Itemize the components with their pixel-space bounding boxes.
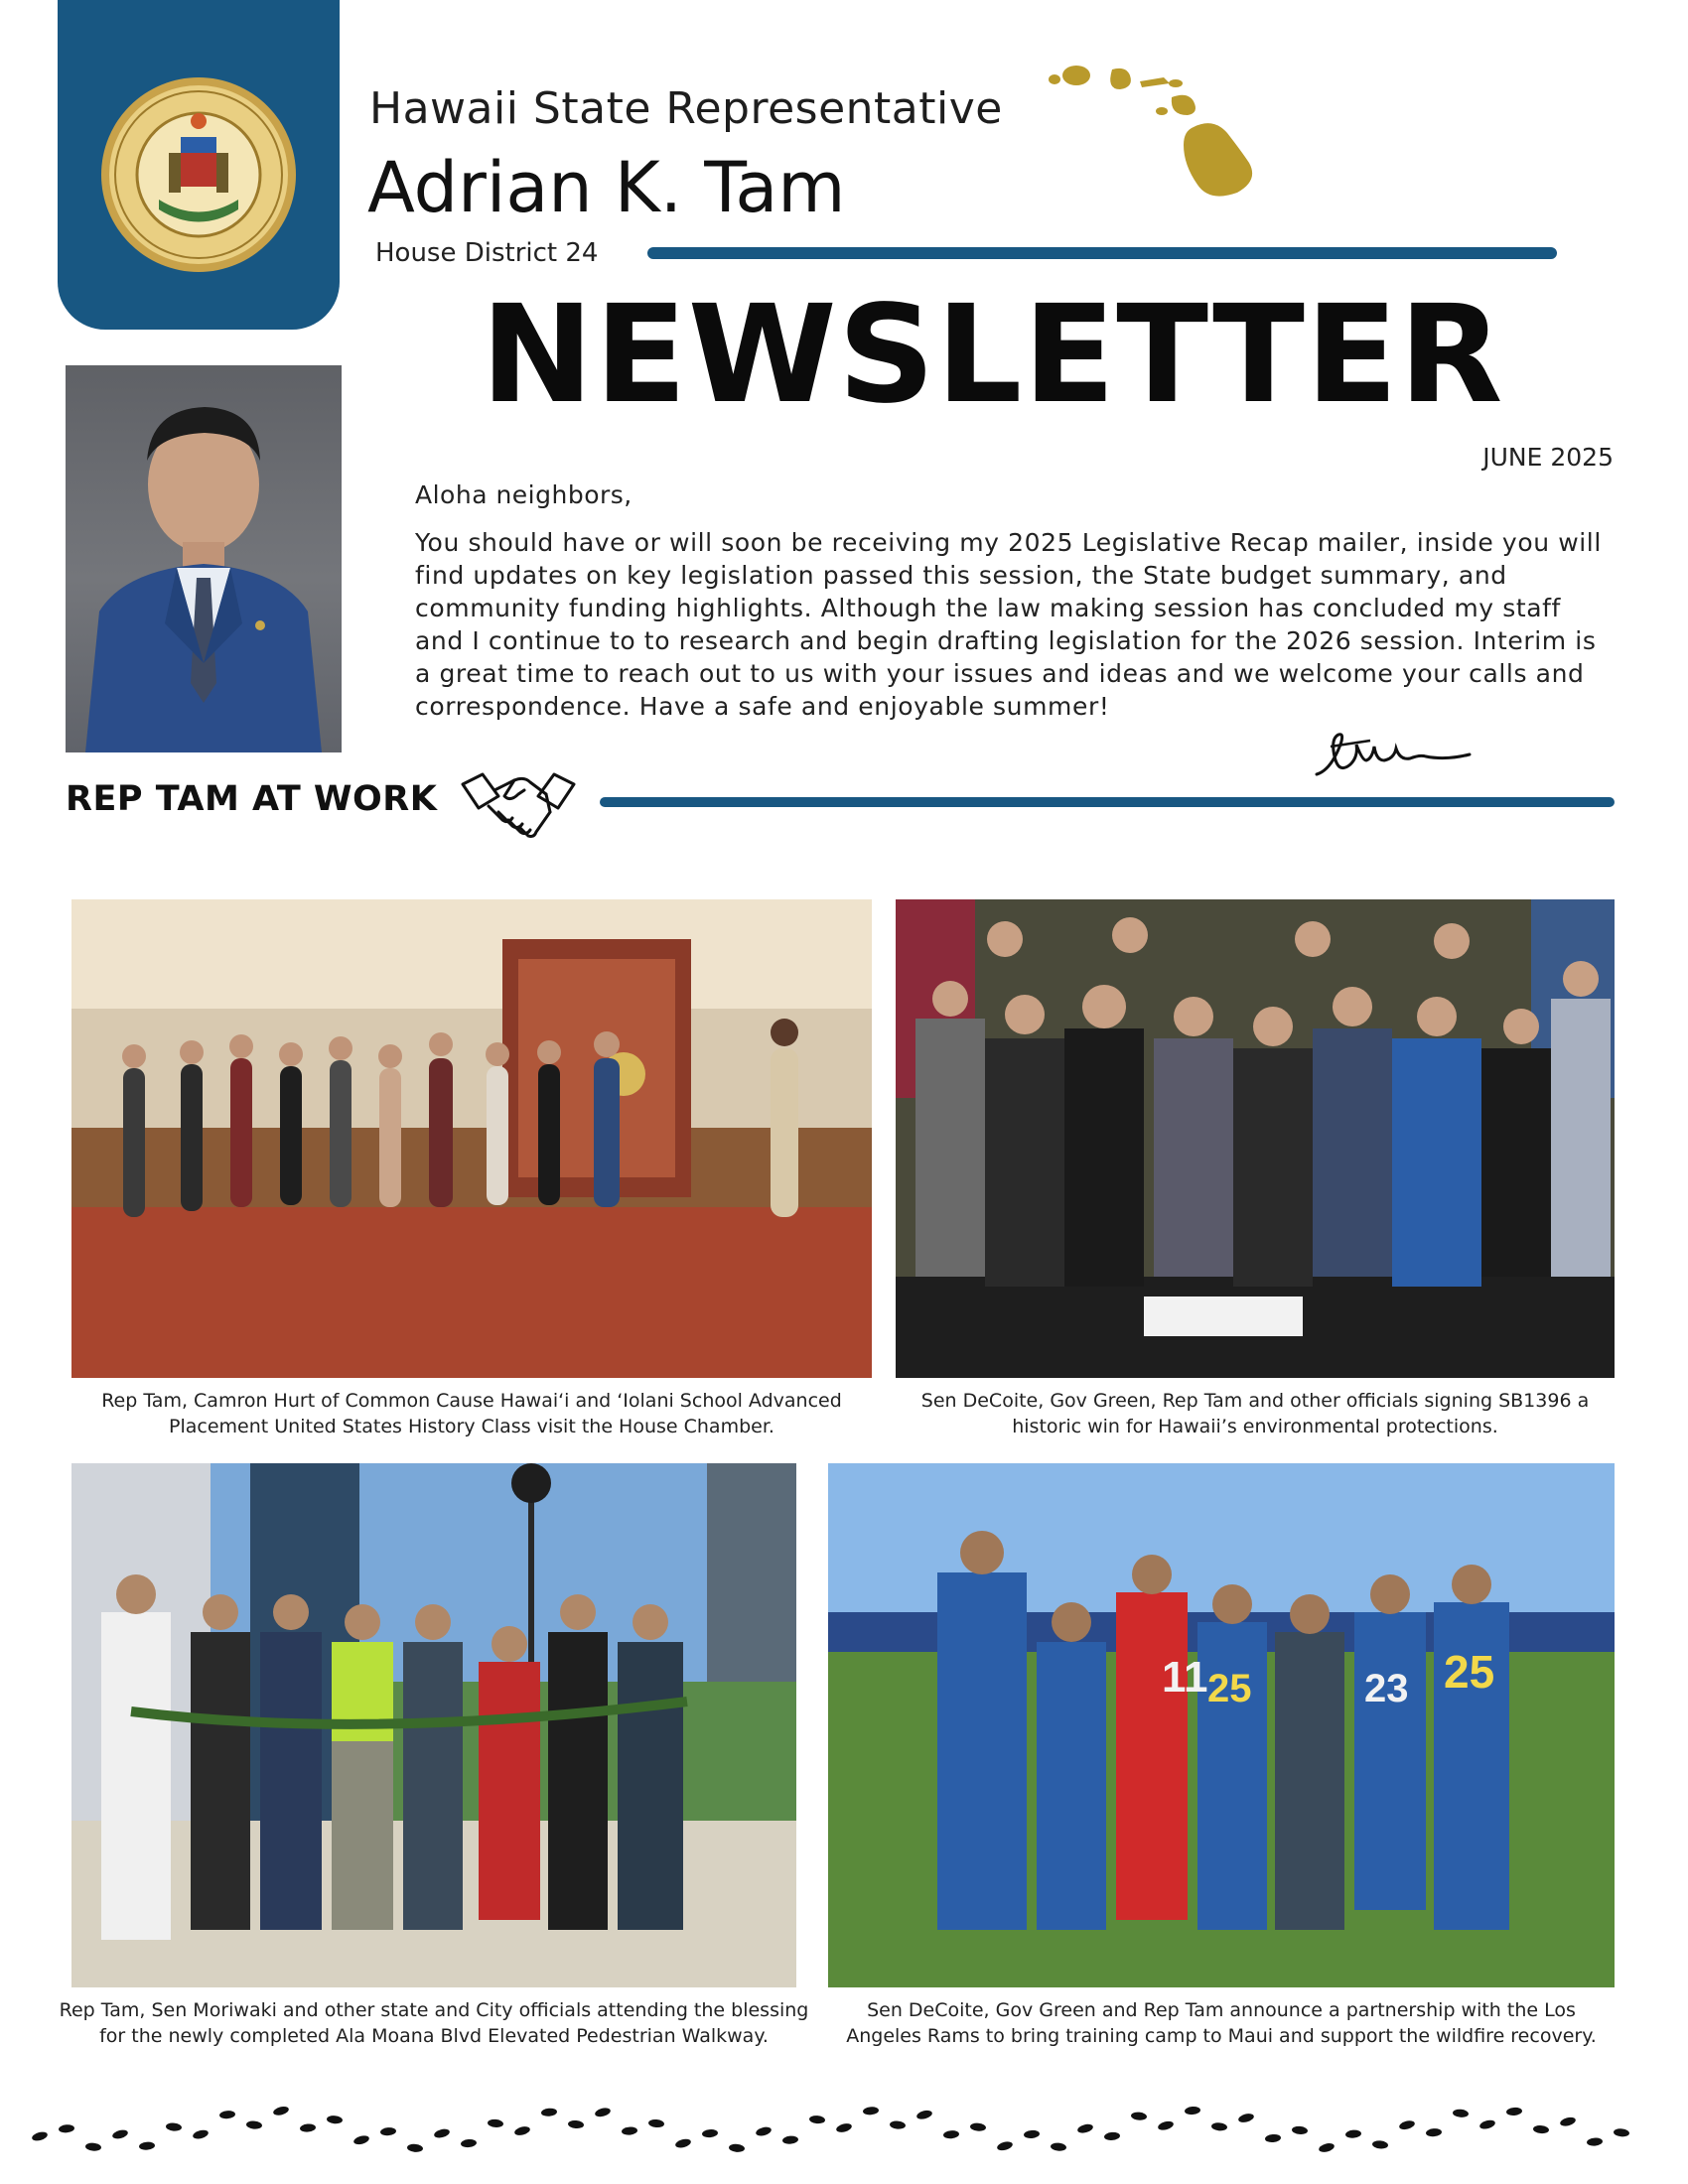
footprint-mark: [59, 2124, 75, 2133]
footprint-mark: [433, 2127, 451, 2139]
svg-text:23: 23: [1364, 1667, 1409, 1710]
footprint-mark: [1211, 2122, 1228, 2131]
district-label: House District 24: [375, 238, 599, 268]
section-divider: [600, 797, 1615, 807]
footprint-mark: [915, 2109, 933, 2120]
photo-bill-signing: [896, 899, 1615, 1378]
footprint-mark: [1559, 2116, 1577, 2127]
footprint-mark: [1318, 2142, 1336, 2154]
rep-name: Adrian K. Tam: [367, 147, 846, 228]
signature: [1311, 725, 1499, 788]
footprint-mark: [622, 2126, 638, 2135]
footprint-mark: [380, 2126, 397, 2135]
state-seal-icon: [99, 75, 298, 274]
footprint-mark: [1157, 2119, 1175, 2131]
handshake-icon: [459, 766, 578, 842]
footprint-mark: [729, 2143, 746, 2152]
footprint-mark: [1478, 2118, 1496, 2130]
footprint-mark: [85, 2142, 102, 2151]
footprint-mark: [1104, 2131, 1121, 2140]
footprint-mark: [594, 2107, 612, 2118]
footprint-mark: [1237, 2113, 1255, 2124]
letter-body: You should have or will soon be receiving my 2025 Legislative Recap mailer, inside you will find updates on key legislation passed this session, the State budget summary, and community funding highlights. Although the law making session has concluded my staff and I continue to to research and begin drafting legislation for the 2026 session. Interim is a great time to reach out to us with your issues and ideas and we welcome your calls and correspondence. Have a safe and enjoyable summer!: [415, 528, 1602, 721]
photo-caption: Rep Tam, Camron Hurt of Common Cause Hawaiʻi and ʻIolani School Advanced Placement United States History Class visit the House Chamber.: [101, 1390, 842, 1437]
footprint-mark: [674, 2137, 692, 2149]
footprint-mark: [1587, 2137, 1604, 2146]
footprint-mark: [890, 2120, 907, 2129]
footprint-mark: [192, 2128, 210, 2140]
footprint-mark: [1131, 2112, 1148, 2120]
footprint-mark: [1533, 2124, 1550, 2133]
footprint-mark: [1506, 2107, 1523, 2116]
footprint-mark: [809, 2115, 826, 2123]
footprint-mark: [1614, 2128, 1630, 2137]
footprint-mark: [139, 2141, 156, 2150]
footprint-mark: [1426, 2127, 1443, 2136]
footprint-mark: [1051, 2142, 1067, 2151]
footprint-mark: [568, 2119, 585, 2128]
issue-date: JUNE 2025: [1482, 443, 1614, 472]
photo-walkway-blessing: [71, 1463, 796, 1987]
footprint-mark: [246, 2120, 263, 2129]
footprint-mark: [755, 2125, 773, 2137]
header-divider: [647, 247, 1557, 259]
footprint-mark: [1453, 2109, 1470, 2117]
footprint-mark: [943, 2130, 960, 2139]
footprint-mark: [272, 2105, 290, 2116]
footprint-mark: [648, 2118, 665, 2127]
photo-caption: Sen DeCoite, Gov Green and Rep Tam announce a partnership with the Los Angeles Rams to bring training camp to Maui and support the wildfire recovery.: [846, 1999, 1597, 2047]
rep-title-line: Hawaii State Representative: [369, 83, 1003, 134]
svg-text:25: 25: [1444, 1646, 1495, 1698]
footprint-mark: [1076, 2122, 1094, 2134]
footprint-mark: [111, 2128, 129, 2140]
footprint-mark: [1372, 2140, 1389, 2149]
footprint-mark: [513, 2125, 531, 2137]
footprint-mark: [219, 2111, 236, 2119]
footprints-border: [30, 2091, 1658, 2160]
photo-house-chamber: [71, 899, 872, 1378]
footprint-mark: [970, 2122, 987, 2131]
footprint-mark: [1398, 2119, 1416, 2131]
footprint-mark: [541, 2108, 558, 2116]
footprint-mark: [702, 2128, 719, 2137]
footprint-mark: [1265, 2133, 1282, 2142]
hawaiian-islands-icon: [1045, 62, 1283, 210]
photo-caption: Sen DeCoite, Gov Green, Rep Tam and other officials signing SB1396 a historic win for Hawaii’s environmental protections.: [920, 1390, 1590, 1437]
footprint-mark: [996, 2140, 1014, 2152]
photo-caption: Rep Tam, Sen Moriwaki and other state and City officials attending the blessing for the newly completed Ala Moana Blvd Elevated Pedestrian Walkway.: [59, 1999, 809, 2047]
svg-text:11: 11: [1162, 1653, 1208, 1702]
svg-text:25: 25: [1207, 1667, 1252, 1710]
footprint-mark: [300, 2123, 317, 2132]
section-heading: REP TAM AT WORK: [66, 779, 438, 819]
portrait-photo: [66, 365, 342, 752]
footprint-mark: [461, 2138, 478, 2147]
footprint-mark: [407, 2143, 424, 2152]
footprint-mark: [488, 2118, 504, 2127]
footprint-mark: [1024, 2129, 1041, 2138]
footprint-mark: [31, 2130, 49, 2142]
footprint-mark: [327, 2116, 344, 2124]
newsletter-title: NEWSLETTER: [481, 277, 1504, 434]
footprint-mark: [1345, 2129, 1362, 2138]
footprint-mark: [782, 2135, 799, 2144]
footprint-mark: [166, 2122, 183, 2131]
footprint-mark: [863, 2107, 880, 2116]
footprint-mark: [835, 2122, 853, 2134]
greeting: Aloha neighbors,: [415, 480, 633, 509]
footprint-mark: [352, 2134, 370, 2146]
footprint-mark: [1292, 2125, 1309, 2134]
footprint-mark: [1185, 2106, 1201, 2115]
photo-rams-partnership: [828, 1463, 1615, 1987]
